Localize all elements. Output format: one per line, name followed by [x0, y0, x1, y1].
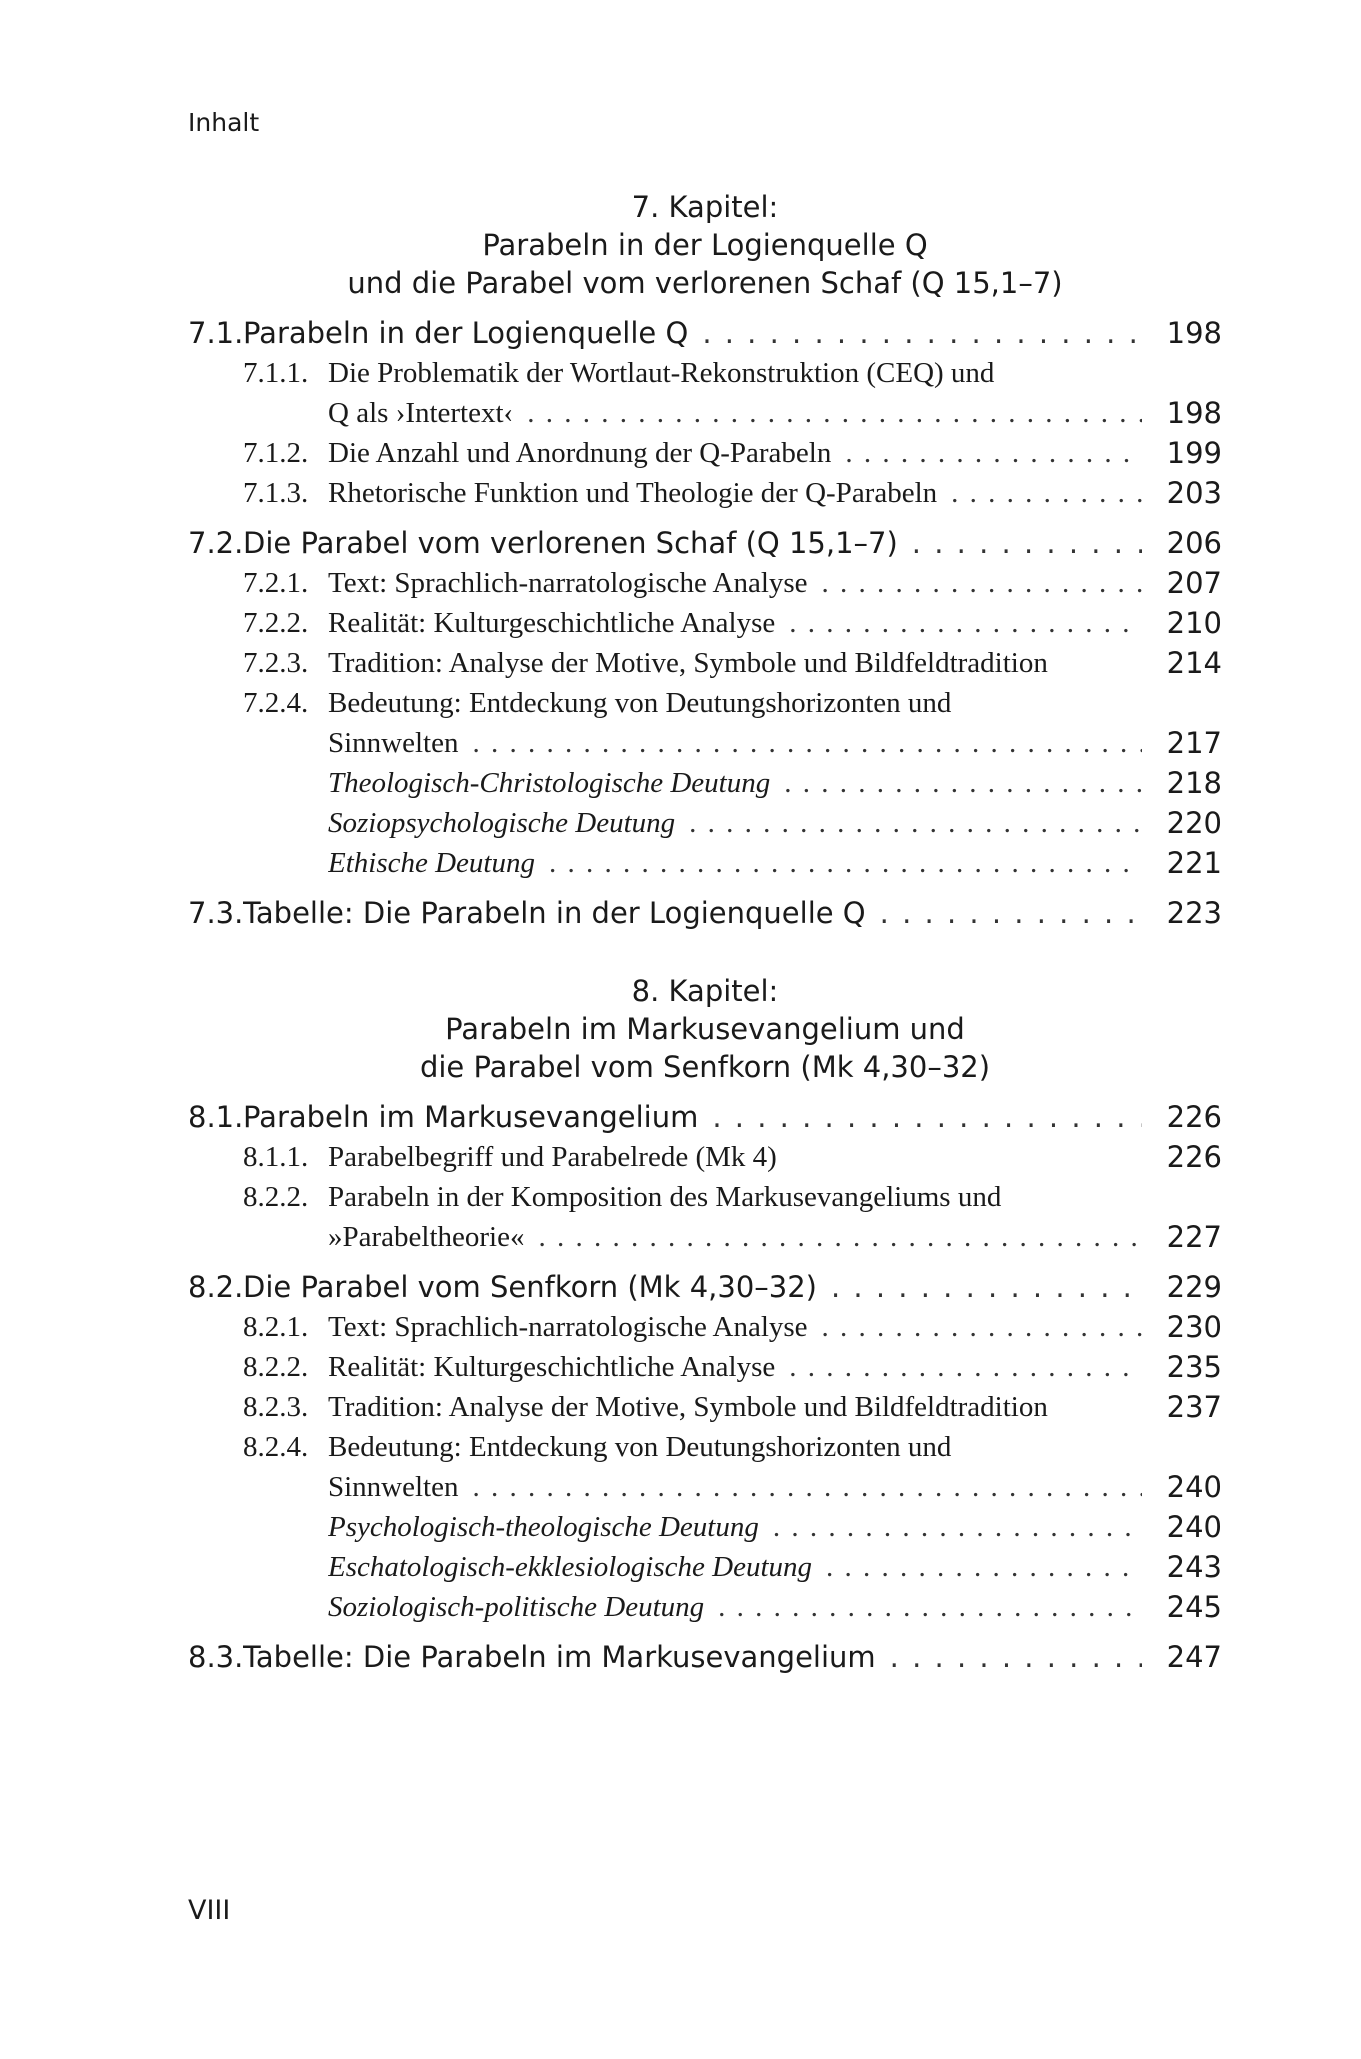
page-ref: 226: [1166, 1140, 1222, 1174]
page-ref: 199: [1166, 436, 1222, 470]
toc-subentry[interactable]: [188, 1507, 1222, 1547]
section-title: Tradition: Analyse der Motive, Symbole und Bildfeldtradition: [328, 647, 1048, 679]
chapter-8-title-line: die Parabel vom Senfkorn (Mk 4,30–32): [419, 1050, 991, 1084]
section-number: 7.2.1.: [243, 567, 309, 599]
section-title: Soziologisch-politische Deutung: [328, 1591, 705, 1623]
section-number: 7.3.: [188, 896, 244, 930]
section-number: 7.1.2.: [243, 437, 309, 469]
page-ref: 223: [1166, 896, 1222, 930]
toc-entry[interactable]: [188, 683, 1222, 723]
section-title: Die Problematik der Wortlaut-Rekonstruktion (CEQ) und: [328, 357, 995, 389]
section-title: Parabelbegriff und Parabelrede (Mk 4): [328, 1141, 777, 1173]
toc-entry[interactable]: [188, 643, 1222, 683]
page-ref: 221: [1166, 846, 1222, 880]
toc-entry-continuation[interactable]: [188, 1467, 1222, 1507]
page-ref: 198: [1166, 316, 1222, 350]
toc-entry[interactable]: [188, 603, 1222, 643]
page-ref: 220: [1166, 806, 1222, 840]
page-ref: 240: [1166, 1510, 1222, 1544]
toc-entry[interactable]: [188, 1097, 1222, 1137]
chapter-8-title: [188, 972, 1222, 1086]
section-title: Parabeln in der Logienquelle Q: [243, 316, 689, 350]
section-title: Parabeln im Markusevangelium: [243, 1100, 699, 1134]
toc-subentry[interactable]: [188, 803, 1222, 843]
section-title: Realität: Kulturgeschichtliche Analyse: [328, 607, 776, 639]
section-title: Bedeutung: Entdeckung von Deutungshorizonten und: [328, 1431, 952, 1463]
toc-entry[interactable]: [188, 563, 1222, 603]
toc-subentry[interactable]: [188, 843, 1222, 883]
page-ref: 218: [1166, 766, 1222, 800]
section-title: Bedeutung: Entdeckung von Deutungshorizonten und: [328, 687, 952, 719]
toc-entry[interactable]: [188, 893, 1222, 933]
section-title: Tabelle: Die Parabeln im Markusevangelium: [243, 1640, 876, 1674]
section-number: 8.3.: [188, 1640, 244, 1674]
toc-entry[interactable]: [188, 353, 1222, 393]
toc-entry[interactable]: [188, 1427, 1222, 1467]
section-title: Tradition: Analyse der Motive, Symbole und Bildfeldtradition: [328, 1391, 1048, 1423]
section-number: 8.2.1.: [243, 1311, 309, 1343]
chapter-8-title-line: Parabeln im Markusevangelium und: [445, 1012, 965, 1046]
section-title: Sinnwelten: [328, 727, 459, 759]
section-title: Realität: Kulturgeschichtliche Analyse: [328, 1351, 776, 1383]
section-title: Eschatologisch-ekklesiologische Deutung: [328, 1551, 813, 1583]
toc-subentry[interactable]: [188, 763, 1222, 803]
section-number: 8.2.2.: [243, 1181, 309, 1213]
section-number: 7.2.2.: [243, 607, 309, 639]
section-title: Q als ›Intertext‹: [328, 397, 514, 429]
section-number: 7.1.1.: [243, 357, 309, 389]
toc-subentry[interactable]: [188, 1587, 1222, 1627]
section-title: Sinnwelten: [328, 1471, 459, 1503]
page-ref: 240: [1166, 1470, 1222, 1504]
page-ref: 217: [1166, 726, 1222, 760]
section-number: 8.2.3.: [243, 1391, 309, 1423]
section-number: 8.2.2.: [243, 1351, 309, 1383]
section-title: Die Parabel vom Senfkorn (Mk 4,30–32): [243, 1270, 817, 1304]
toc-entry[interactable]: [188, 1347, 1222, 1387]
toc-entry[interactable]: [188, 1177, 1222, 1217]
chapter-7-title: [188, 188, 1222, 302]
toc-entry-continuation[interactable]: [188, 393, 1222, 433]
page-ref: 214: [1166, 646, 1222, 680]
running-head: Inhalt: [188, 108, 260, 137]
page-ref: 237: [1166, 1390, 1222, 1424]
page-ref: 227: [1166, 1220, 1222, 1254]
toc-entry[interactable]: [188, 523, 1222, 563]
section-title: Ethische Deutung: [328, 847, 535, 879]
toc-entry[interactable]: [188, 1307, 1222, 1347]
toc-entry[interactable]: [188, 1387, 1222, 1427]
section-title: Die Parabel vom verlorenen Schaf (Q 15,1–7): [243, 526, 898, 560]
toc-entry[interactable]: [188, 473, 1222, 513]
section-title: »Parabeltheorie«: [328, 1221, 525, 1253]
page-ref: 229: [1166, 1270, 1222, 1304]
toc-entry[interactable]: [188, 1637, 1222, 1677]
section-number: 8.2.: [188, 1270, 244, 1304]
page-ref: 226: [1166, 1100, 1222, 1134]
section-number: 7.1.: [188, 316, 244, 350]
page-ref: 245: [1166, 1590, 1222, 1624]
section-title: Soziopsychologische Deutung: [328, 807, 676, 839]
section-number: 7.2.3.: [243, 647, 309, 679]
chapter-8-title-line: 8. Kapitel:: [631, 974, 779, 1008]
section-number: 8.1.1.: [243, 1141, 309, 1173]
chapter-7-title-line: Parabeln in der Logienquelle Q: [482, 228, 928, 262]
page-number: VIII: [188, 1895, 231, 1926]
toc-subentry[interactable]: [188, 1547, 1222, 1587]
page-ref: 247: [1166, 1640, 1222, 1674]
page-ref: 203: [1166, 476, 1222, 510]
toc-entry[interactable]: [188, 433, 1222, 473]
toc-entry[interactable]: [188, 1267, 1222, 1307]
chapter-7-title-line: 7. Kapitel:: [631, 190, 779, 224]
section-number: 8.2.4.: [243, 1431, 309, 1463]
section-title: Parabeln in der Komposition des Markusevangeliums und: [328, 1181, 1002, 1213]
page-ref: 206: [1166, 526, 1222, 560]
section-number: 7.2.: [188, 526, 244, 560]
toc-entry[interactable]: [188, 313, 1222, 353]
section-title: Rhetorische Funktion und Theologie der Q-Parabeln: [328, 477, 938, 509]
toc-entry-continuation[interactable]: [188, 1217, 1222, 1257]
section-title: Text: Sprachlich-narratologische Analyse: [328, 1311, 808, 1343]
page-ref: 235: [1166, 1350, 1222, 1384]
toc-entry[interactable]: [188, 1137, 1222, 1177]
section-title: Text: Sprachlich-narratologische Analyse: [328, 567, 808, 599]
section-number: 8.1.: [188, 1100, 244, 1134]
toc-entry-continuation[interactable]: [188, 723, 1222, 763]
page-ref: 210: [1166, 606, 1222, 640]
section-title: Psychologisch-theologische Deutung: [328, 1511, 759, 1543]
chapter-7-title-line: und die Parabel vom verlorenen Schaf (Q 15,1–7): [347, 266, 1063, 300]
section-title: Theologisch-Christologische Deutung: [328, 767, 771, 799]
section-title: Die Anzahl und Anordnung der Q-Parabeln: [328, 437, 832, 469]
page-ref: 198: [1166, 396, 1222, 430]
section-title: Tabelle: Die Parabeln in der Logienquelle Q: [243, 896, 866, 930]
page-ref: 230: [1166, 1310, 1222, 1344]
page-ref: 207: [1166, 566, 1222, 600]
section-number: 7.2.4.: [243, 687, 309, 719]
page-ref: 243: [1166, 1550, 1222, 1584]
section-number: 7.1.3.: [243, 477, 309, 509]
